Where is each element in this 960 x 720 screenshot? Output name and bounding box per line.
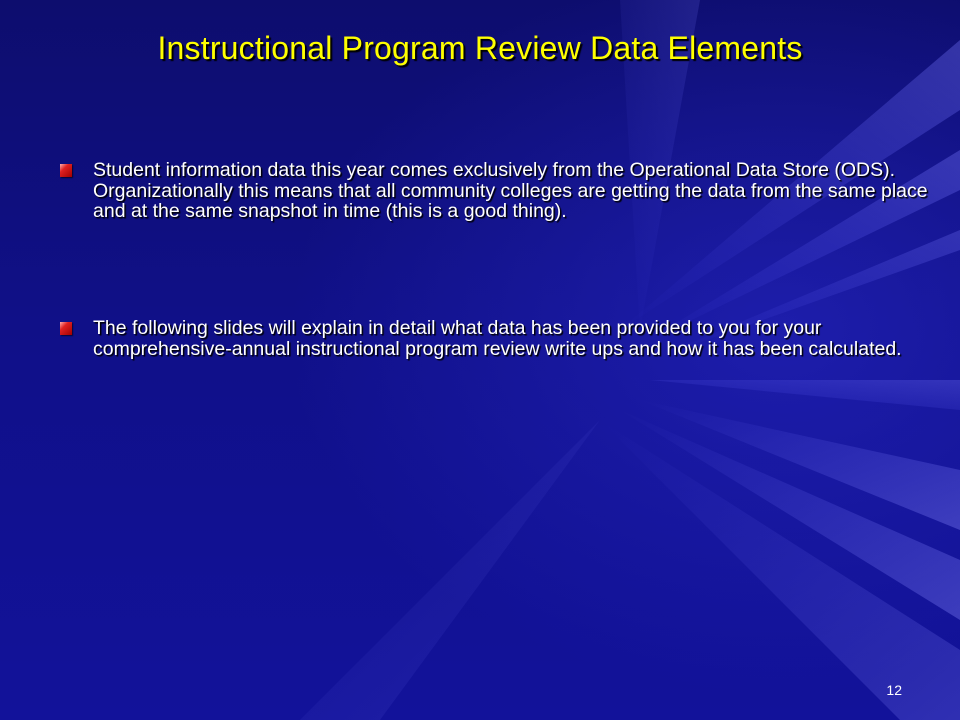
square-bullet-icon	[60, 322, 72, 335]
page-number: 12	[886, 682, 902, 698]
bullet-text: The following slides will explain in detail what data has been provided to you for your comprehensive-annual instructional program review write ups and how it has been calculated.	[93, 317, 902, 360]
square-bullet-icon	[60, 164, 72, 177]
bullet-text: Student information data this year comes exclusively from the Operational Data Store (ODS). Organizationally this means that all community colleges are getting the data from the same place and at the same snapshot in time (this is a good thing).	[93, 159, 928, 222]
slide-title: Instructional Program Review Data Elements	[157, 30, 803, 66]
